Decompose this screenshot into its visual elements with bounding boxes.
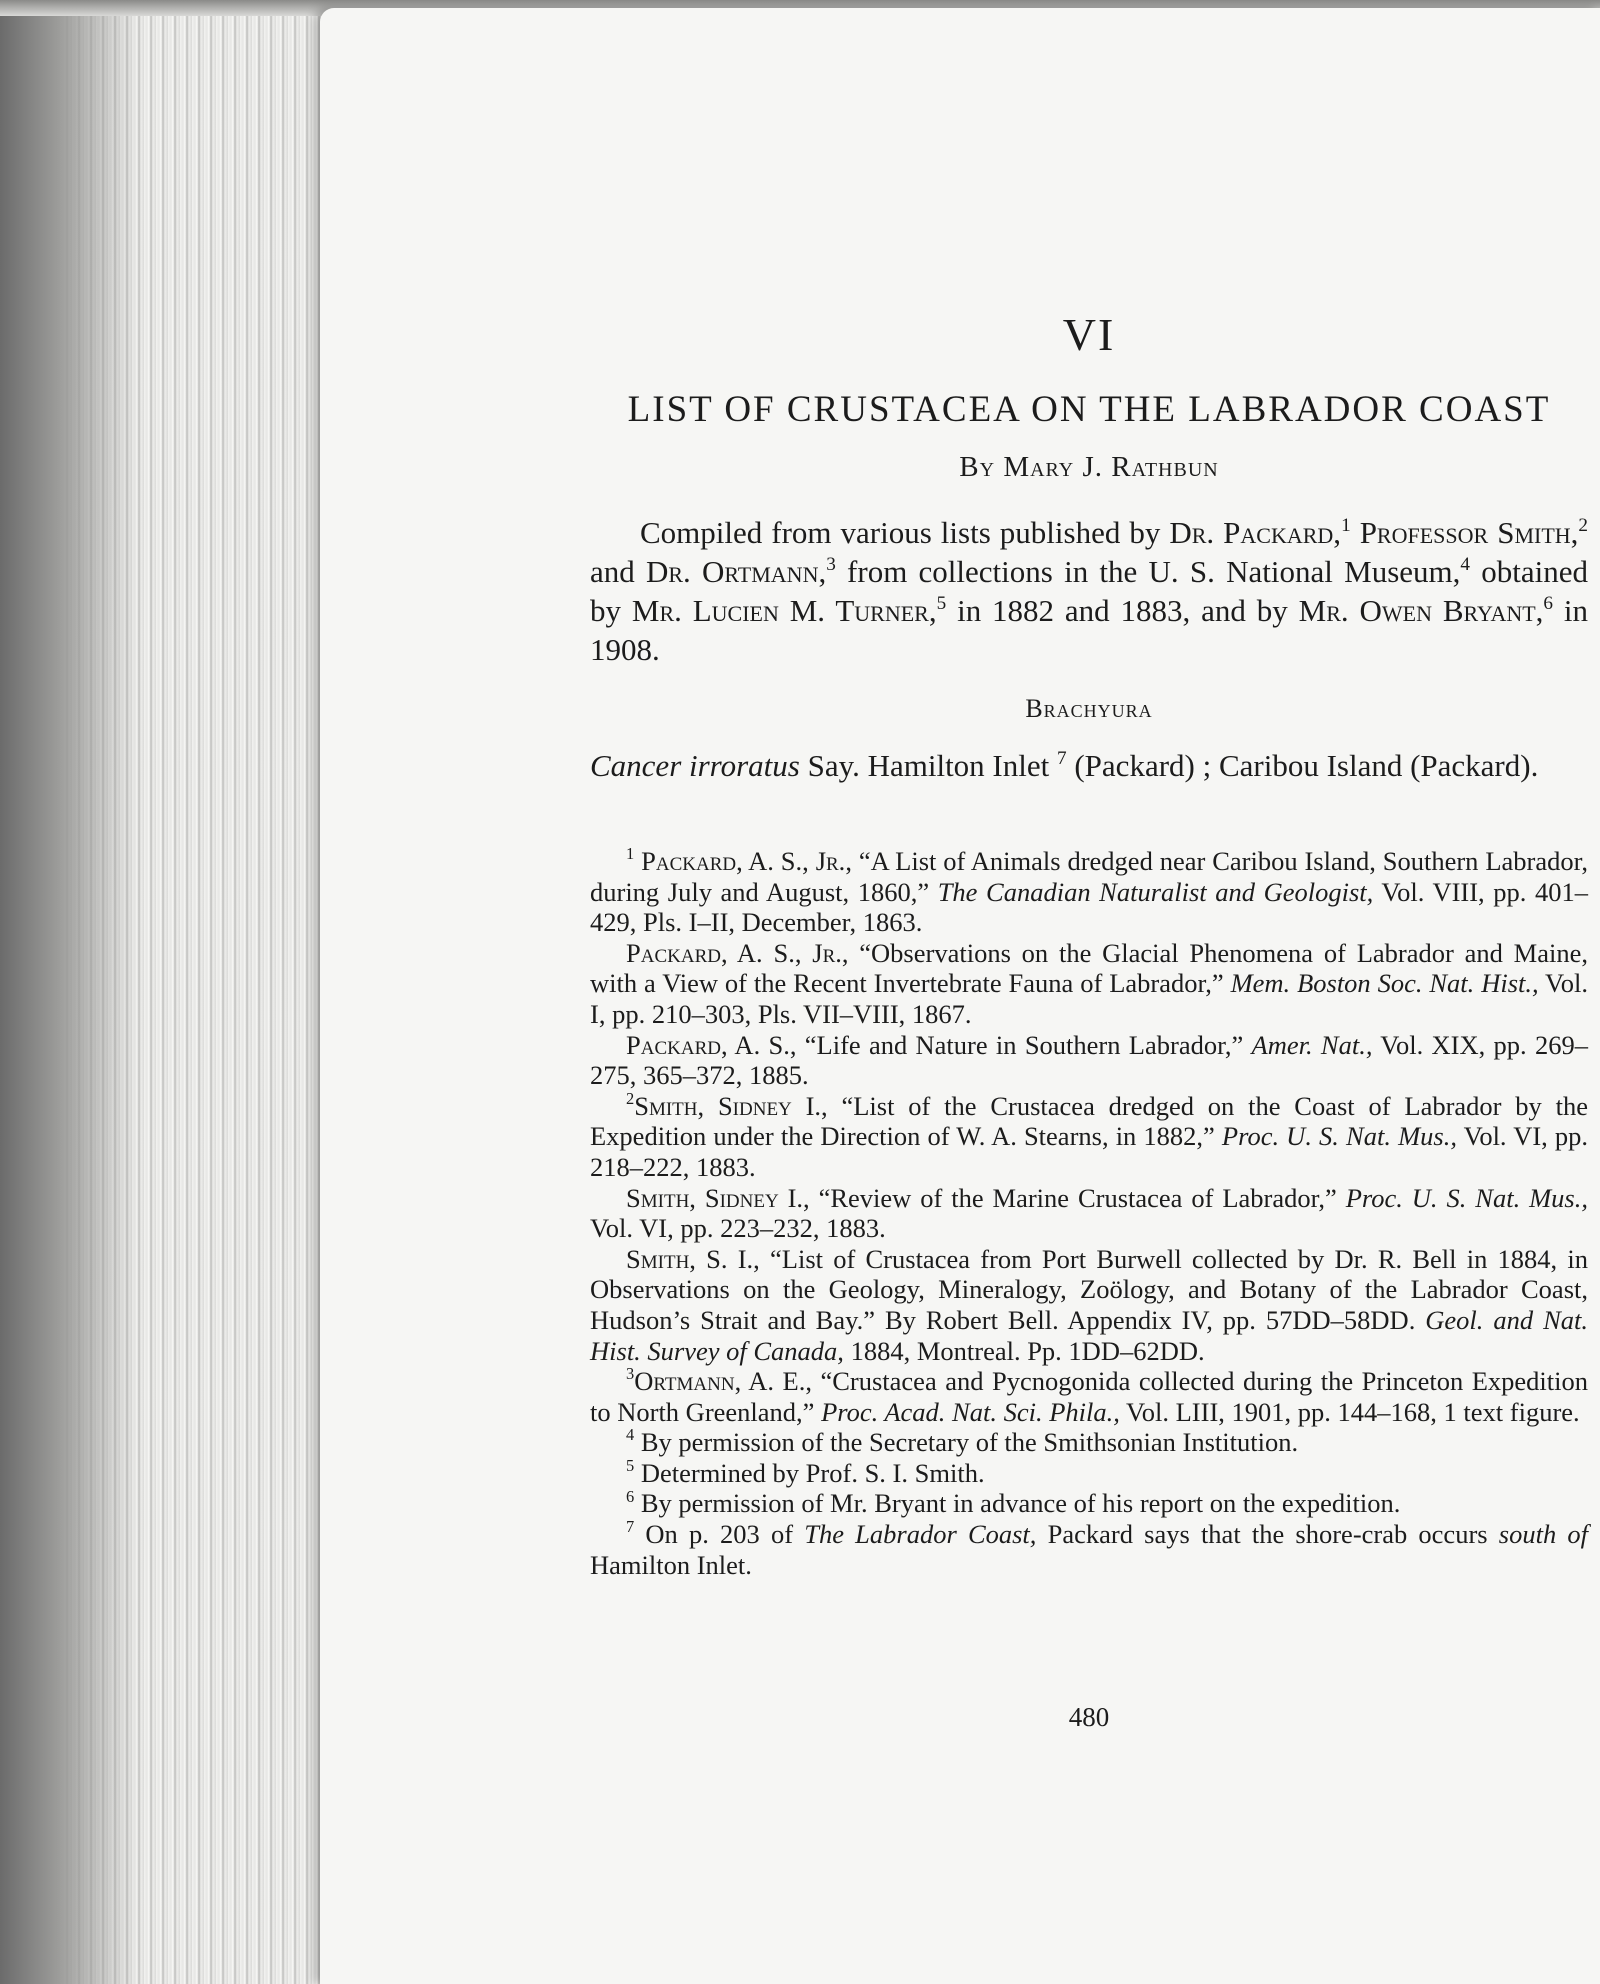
publication-title: The Canadian Naturalist and Geologist, xyxy=(937,876,1374,907)
footnote-text: On p. 203 of xyxy=(634,1519,805,1550)
intro-text: in 1908. xyxy=(590,593,1588,667)
footnote-text: Packard says that the shore-crab occurs xyxy=(1036,1519,1499,1550)
book-page xyxy=(320,8,1600,1984)
footnote xyxy=(590,1519,1588,1580)
footnote-text: , S. I., “List of Crustacea from Port Burwell collected by Dr. R. Bell in 1884, in Observations on the Geology, Mineralogy, Zoölogy, and Botany of the Labrador Coast, Hudson’s Strait and Bay.” By Robert Bell. Appendix IV, pp. 57DD–58DD. xyxy=(590,1243,1588,1335)
footnote-author: Smith, Sidney xyxy=(634,1090,792,1121)
chapter-title: LIST OF CRUSTACEA ON THE LABRADOR COAST xyxy=(627,389,1551,430)
person-name: Mr. Owen Bryant, xyxy=(1298,593,1544,628)
publication-title: Proc. U. S. Nat. Mus., xyxy=(1221,1121,1457,1152)
footnote-text: By permission of the Secretary of the Smithsonian Institution. xyxy=(634,1427,1299,1458)
footnote-ref: 7 xyxy=(1057,747,1067,769)
intro-text: from collections in the U. S. National Museum, xyxy=(835,554,1461,589)
footnote-text: Vol. XIX, pp. 269–275, 365–372, 1885. xyxy=(590,1029,1588,1091)
publication-title: Proc. Acad. Nat. Sci. Phila., xyxy=(821,1396,1120,1427)
chapter-number: VI xyxy=(1062,309,1116,360)
species-text: Say. Hamilton Inlet xyxy=(799,748,1057,783)
footnote xyxy=(590,1427,1588,1458)
footnote-text: 1884, Montreal. Pp. 1DD–62DD. xyxy=(843,1335,1205,1366)
species-entry xyxy=(590,746,1588,786)
section-heading: Brachyura xyxy=(1025,694,1153,723)
intro-text: and xyxy=(590,554,646,589)
footnote xyxy=(590,846,1588,938)
species-text: (Packard) ; Caribou Island (Packard). xyxy=(1066,748,1539,783)
footnote xyxy=(590,1458,1588,1489)
footnote-number: 7 xyxy=(626,1517,635,1537)
footnote-text: I., “List of the Crustacea dredged on the Coast of Labrador by the Expedition under the Direction of W. A. Stearns, in 1882,” xyxy=(590,1090,1588,1152)
person-name: Mr. Lucien M. Turner, xyxy=(631,593,937,628)
footnote-author: Packard xyxy=(626,937,721,968)
footnote-number: 2 xyxy=(626,1088,635,1108)
footnote xyxy=(590,1030,1588,1091)
footnote-text: , A. S., xyxy=(736,846,816,876)
book-spine-shadow xyxy=(0,0,140,1984)
intro-paragraph xyxy=(590,513,1588,669)
footnote-number: 1 xyxy=(626,844,635,864)
footnote xyxy=(590,938,1588,1030)
footnote-text: I., “Review of the Marine Crustacea of Labrador,” xyxy=(778,1182,1346,1213)
person-name: Professor Smith, xyxy=(1359,515,1579,550)
person-name: Dr. Packard, xyxy=(1169,515,1342,550)
footnote-author: Smith xyxy=(626,1243,690,1274)
byline xyxy=(590,451,1588,484)
footnote xyxy=(590,1183,1588,1244)
publication-title: Mem. Boston Soc. Nat. Hist., xyxy=(1230,968,1539,999)
intro-text xyxy=(1351,515,1360,550)
footnote-ref: 6 xyxy=(1543,592,1554,614)
footnote-text: Hamilton Inlet. xyxy=(590,1549,752,1580)
footnote-number: 5 xyxy=(626,1456,635,1476)
publication-title: Amer. Nat., xyxy=(1251,1029,1373,1060)
footnote-text: Vol. VI, pp. 223–232, 1883. xyxy=(590,1213,886,1244)
footnote-ref: 1 xyxy=(1341,514,1351,536)
intro-text: in 1882 and 1883, and by xyxy=(946,593,1299,628)
footnote-ref: 2 xyxy=(1578,514,1589,536)
footnote-text: , “A List of Animals dredged near Caribou Island, Southern Labrador, during July and August, 1860,” xyxy=(590,846,1589,907)
footnotes xyxy=(590,838,1588,1580)
intro-text: obtained by xyxy=(590,554,1588,628)
footnote xyxy=(590,1366,1588,1427)
footnote-number: 6 xyxy=(626,1486,635,1506)
footnote xyxy=(590,1244,1588,1366)
footnote-text: , A. S., “Life and Nature in Southern Labrador,” xyxy=(720,1029,1252,1060)
footnote-author: Smith, Sidney xyxy=(626,1182,779,1213)
footnote-text: Vol. LIII, 1901, pp. 144–168, 1 text figure. xyxy=(1119,1396,1580,1427)
footnote-text: , A. E., “Crustacea and Pycnogonida collected during the Princeton Expedition to North Greenland,” xyxy=(590,1366,1588,1427)
footnote-text: , A. S., xyxy=(720,937,813,968)
intro-text: Compiled from various lists published by xyxy=(640,515,1170,550)
species-name: Cancer irroratus xyxy=(590,748,800,783)
footnote-text: By permission of Mr. Bryant in advance of his report on the expedition. xyxy=(634,1488,1401,1519)
publication-title: The Labrador Coast, xyxy=(804,1519,1037,1550)
footnote-ref: 4 xyxy=(1460,553,1470,575)
author-name: Mary J. Rathbun xyxy=(1003,451,1219,483)
footnote-ref: 5 xyxy=(936,592,947,614)
footnote-ref: 3 xyxy=(826,553,836,575)
publication-title: Geol. and Nat. Hist. Survey of Canada, xyxy=(590,1304,1588,1366)
footnote-author: Packard xyxy=(641,846,737,876)
footnote-author: Ortmann xyxy=(634,1366,735,1397)
person-name: Dr. Ortmann, xyxy=(646,554,827,589)
text-column xyxy=(590,8,1588,1984)
emphasis: south of xyxy=(1498,1519,1588,1550)
publication-title: Proc. U. S. Nat. Mus., xyxy=(1345,1182,1588,1213)
page-number: 480 xyxy=(1068,1702,1110,1732)
footnote xyxy=(590,1088,1589,1183)
footnote-author: Packard xyxy=(626,1029,721,1060)
byline-prefix: By xyxy=(959,451,996,483)
footnote xyxy=(590,1488,1588,1519)
footnote-text: Vol. VIII, pp. 401–429, Pls. I–II, December, 1863. xyxy=(590,876,1588,938)
footnote-text: Vol. I, pp. 210–303, Pls. VII–VIII, 1867. xyxy=(590,968,1589,1029)
footnote-number: 3 xyxy=(626,1364,635,1384)
footnote-number: 4 xyxy=(626,1425,635,1445)
footnote-text: Vol. VI, pp. 218–222, 1883. xyxy=(590,1121,1589,1182)
footnote-text: , “Observations on the Glacial Phenomena of Labrador and Maine, with a View of the Recent Invertebrate Fauna of Labrador,” xyxy=(590,937,1588,999)
footnote-suffix: Jr. xyxy=(812,937,842,968)
footnote-suffix: Jr. xyxy=(815,846,846,876)
footnote-text: Determined by Prof. S. I. Smith. xyxy=(634,1457,985,1488)
